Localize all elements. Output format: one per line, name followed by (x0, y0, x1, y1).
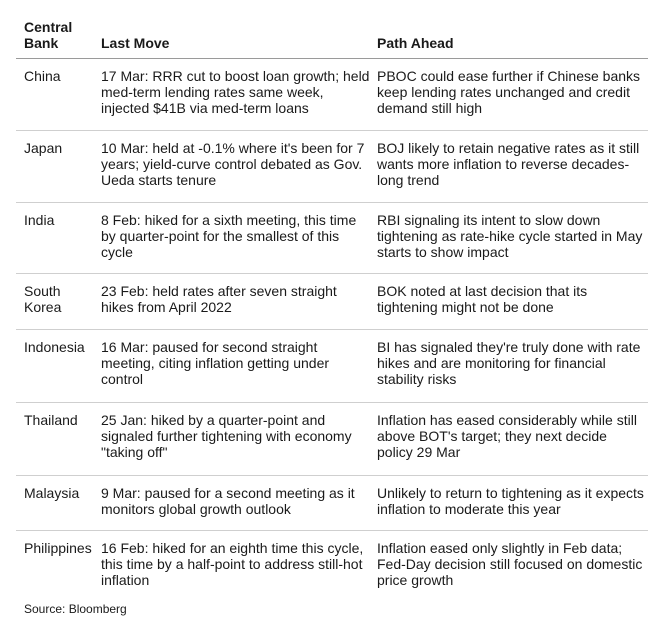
table-row (16, 274, 648, 330)
path-ahead: BOJ likely to retain negative rates as it still wants more inflation to reverse decades-long trend (377, 140, 640, 188)
header-path-ahead: Path Ahead (377, 35, 454, 51)
path-ahead: BI has signaled they're truly done with rate hikes and are monitoring for financial stability risks (377, 339, 641, 387)
path-ahead: RBI signaling its intent to slow down tightening as rate-hike cycle started in May starts to show impact (377, 212, 643, 260)
header-central-bank: Central Bank (24, 19, 73, 51)
last-move: 9 Mar: paused for a second meeting as it monitors global growth outlook (101, 485, 355, 517)
table-row (16, 476, 648, 531)
last-move: 25 Jan: hiked by a quarter-point and signaled further tightening with economy "taking off" (101, 412, 352, 460)
table-header-row (16, 8, 648, 59)
table-row (16, 531, 648, 591)
path-ahead: BOK noted at last decision that its tightening might not be done (377, 283, 588, 315)
table-row (16, 59, 648, 131)
last-move: 16 Feb: hiked for an eighth time this cycle, this time by a half-point to address still-hot inflation (101, 540, 364, 588)
path-ahead: Inflation eased only slightly in Feb data; Fed-Day decision still focused on domestic price growth (377, 540, 643, 588)
last-move: 23 Feb: held rates after seven straight hikes from April 2022 (101, 283, 337, 315)
path-ahead: PBOC could ease further if Chinese banks keep lending rates unchanged and credit demand still high (377, 68, 641, 116)
central-bank-table (16, 8, 648, 591)
table-row (16, 330, 648, 403)
table-row (16, 203, 648, 274)
bank-name: China (24, 68, 61, 84)
path-ahead: Inflation has eased considerably while still above BOT's target; they next decide policy 29 Mar (377, 412, 637, 460)
last-move: 8 Feb: hiked for a sixth meeting, this time by quarter-point for the smallest of this cycle (101, 212, 357, 260)
bank-name: South Korea (24, 283, 62, 315)
bank-name: Philippines (24, 540, 92, 556)
path-ahead: Unlikely to return to tightening as it expects inflation to moderate this year (377, 485, 644, 517)
bank-name: Malaysia (24, 485, 80, 501)
bank-name: Thailand (24, 412, 78, 428)
bank-name: Japan (24, 140, 63, 156)
table-row (16, 131, 648, 203)
bank-name: India (24, 212, 55, 228)
source-note: Source: Bloomberg (24, 602, 127, 616)
table-row (16, 403, 648, 476)
last-move: 10 Mar: held at -0.1% where it's been for 7 years; yield-curve control debated as Gov. Ueda starts tenure (101, 140, 365, 188)
last-move: 16 Mar: paused for second straight meeting, citing inflation getting under control (101, 339, 330, 387)
last-move: 17 Mar: RRR cut to boost loan growth; held med-term lending rates same week, injected $41B via med-term loans (101, 68, 370, 116)
bank-name: Indonesia (24, 339, 85, 355)
header-last-move: Last Move (101, 35, 170, 51)
